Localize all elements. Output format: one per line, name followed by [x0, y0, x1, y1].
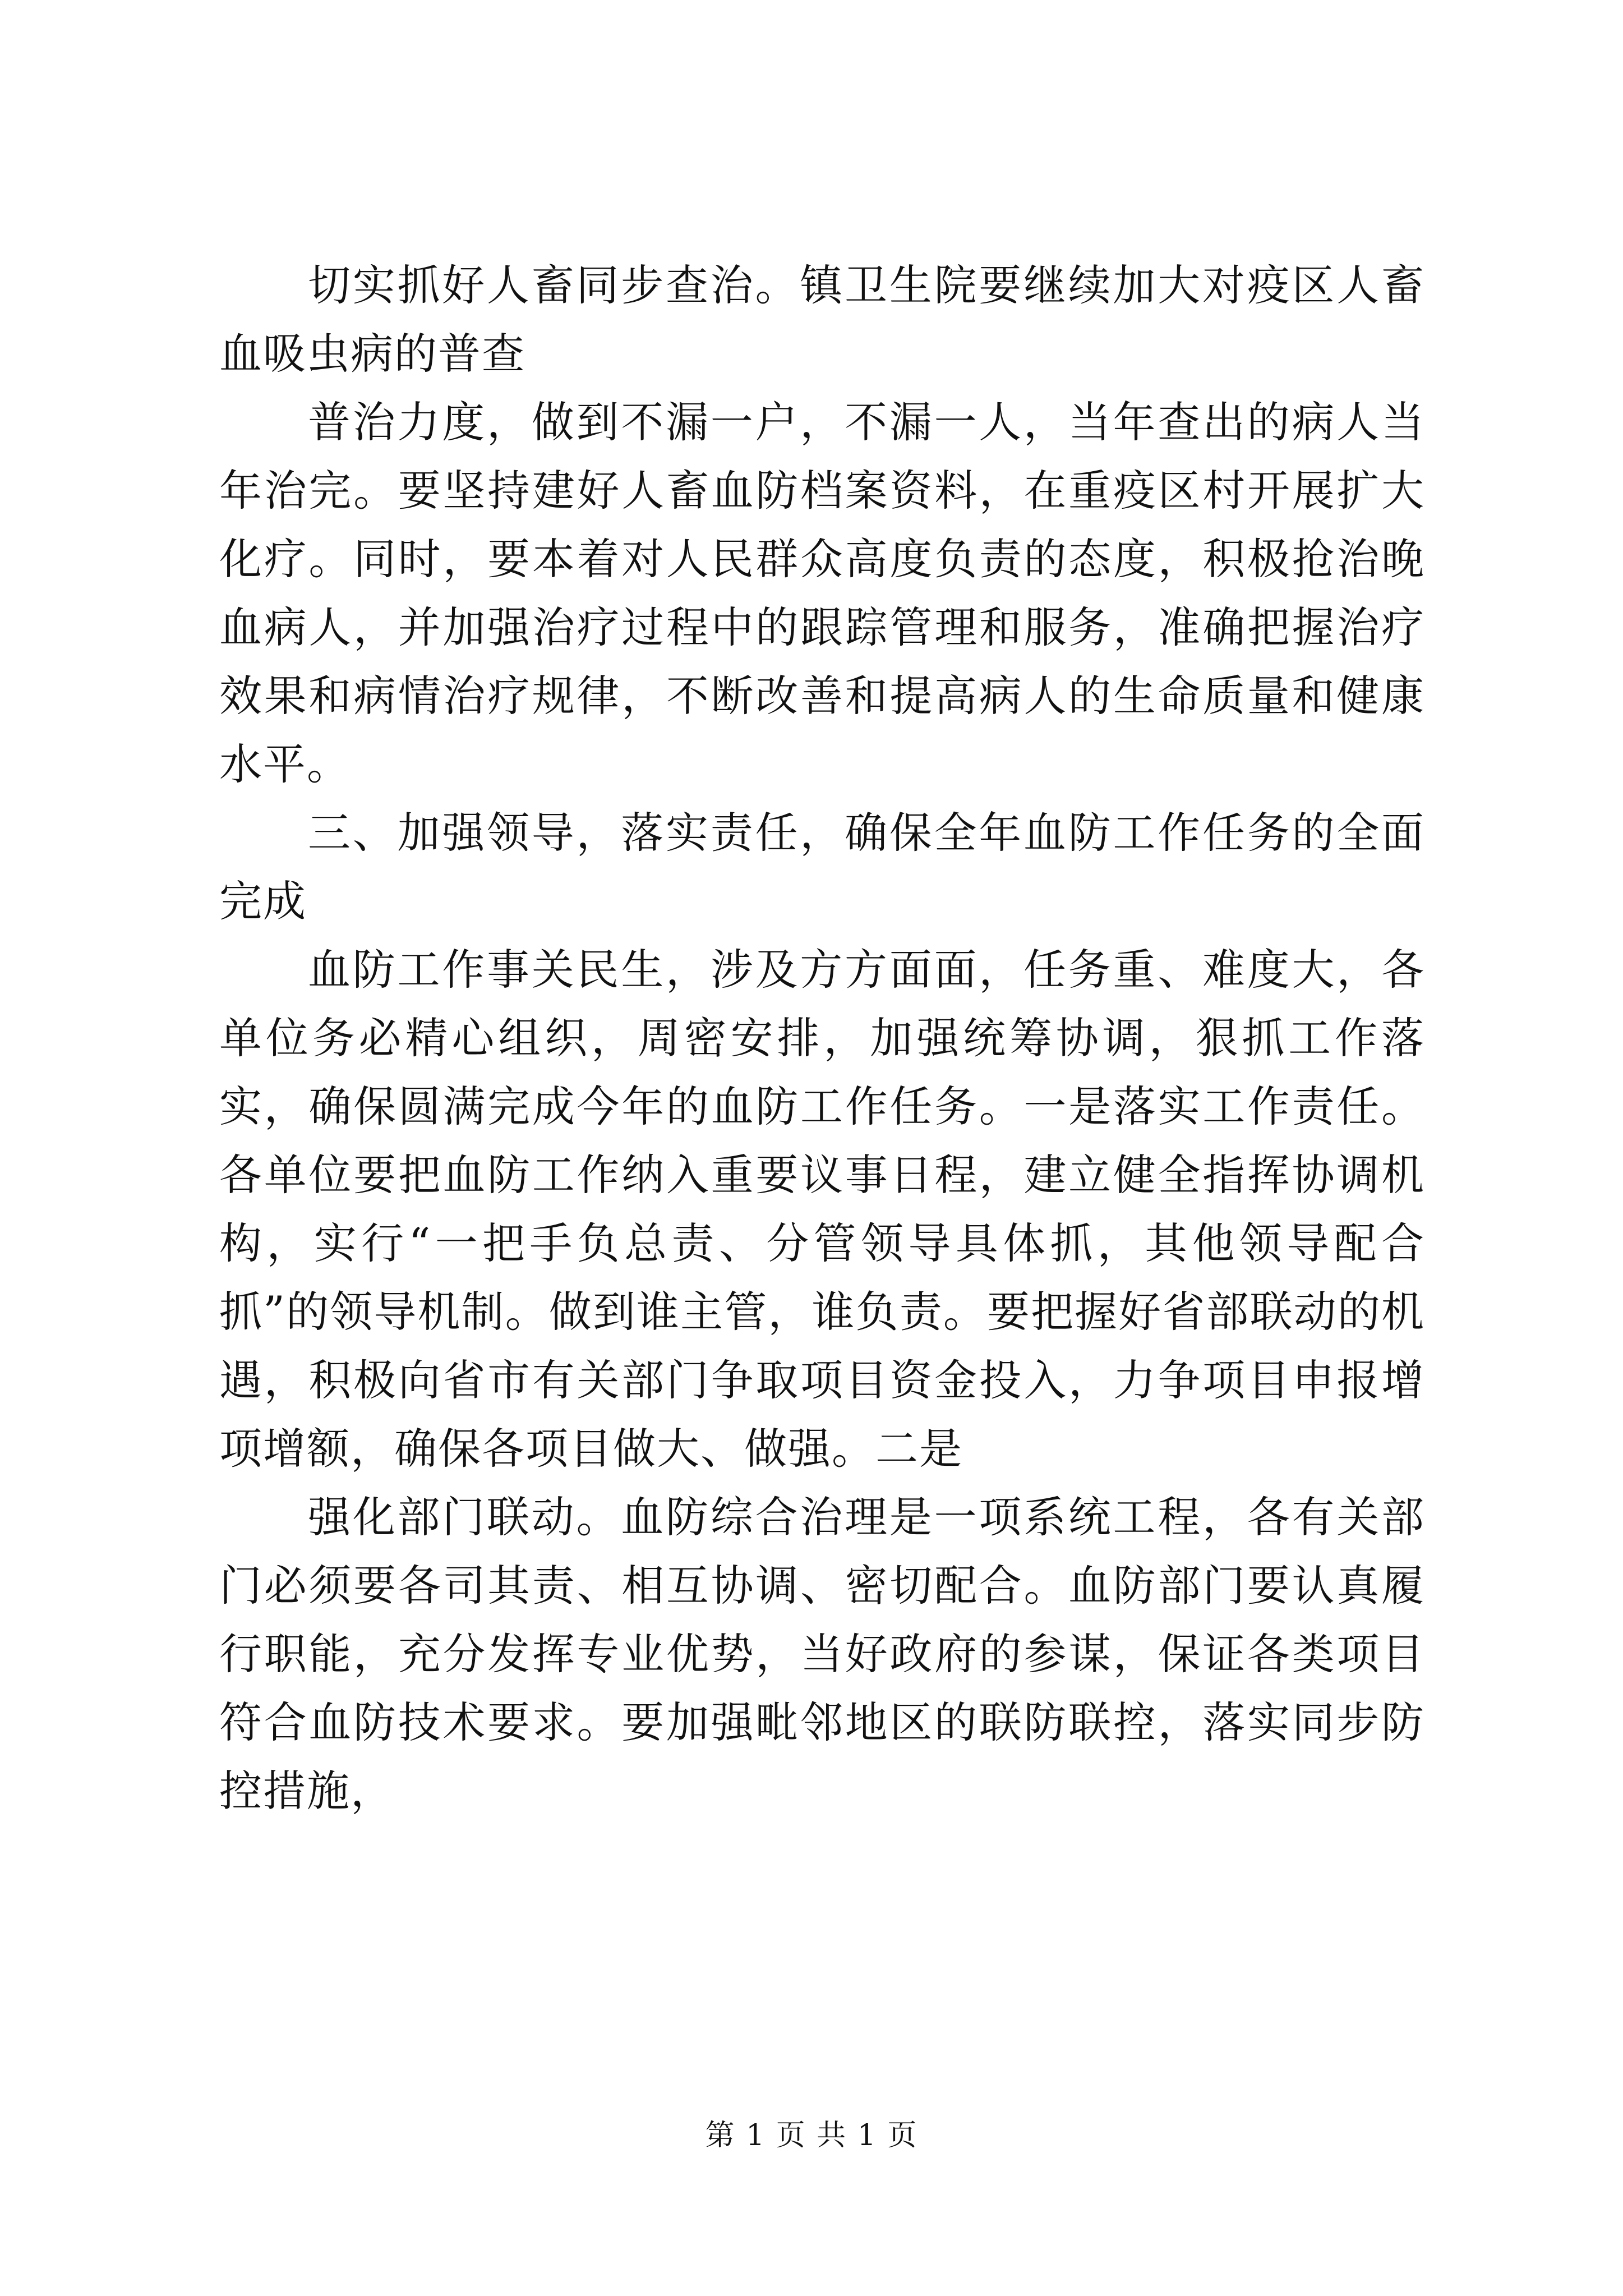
document-body: [219, 251, 1425, 1825]
section-heading-3: 三、加强领导，落实责任，确保全年血防工作任务的全面完成: [219, 808, 1425, 926]
paragraph-1: 切实抓好人畜同步查治。镇卫生院要继续加大对疫区人畜血吸虫病的普查: [219, 260, 1425, 379]
paragraph-2: 普治力度，做到不漏一户，不漏一人，当年查出的病人当年治完。要坚持建好人畜血防档案资料，在重疫区村开展扩大化疗。同时，要本着对人民群众高度负责的态度，积极抢治晚血病人，并加强治疗过程中的跟踪管理和服务，准确把握治疗效果和病情治疗规律，不断改善和提高病人的生命质量和健康水平。: [219, 397, 1425, 789]
paragraph-4: 血防工作事关民生，涉及方方面面，任务重、难度大，各单位务必精心组织，周密安排，加强统筹协调，狠抓工作落实，确保圆满完成今年的血防工作任务。一是落实工作责任。各单位要把血防工作纳入重要议事日程，建立健全指挥协调机构，实行“一把手负总责、分管领导具体抓，其他领导配合抓”的领导机制。做到谁主管，谁负责。要把握好省部联动的机遇，积极向省市有关部门争取项目资金投入，力争项目申报增项增额，确保各项目做大、做强。二是: [219, 945, 1425, 1474]
page-footer: 第 1 页 共 1 页: [705, 2119, 918, 2152]
paragraph-5: 强化部门联动。血防综合治理是一项系统工程，各有关部门必须要各司其责、相互协调、密切配合。血防部门要认真履行职能，充分发挥专业优势，当好政府的参谋，保证各类项目符合血防技术要求。要加强毗邻地区的联防联控，落实同步防控措施，: [219, 1492, 1425, 1816]
